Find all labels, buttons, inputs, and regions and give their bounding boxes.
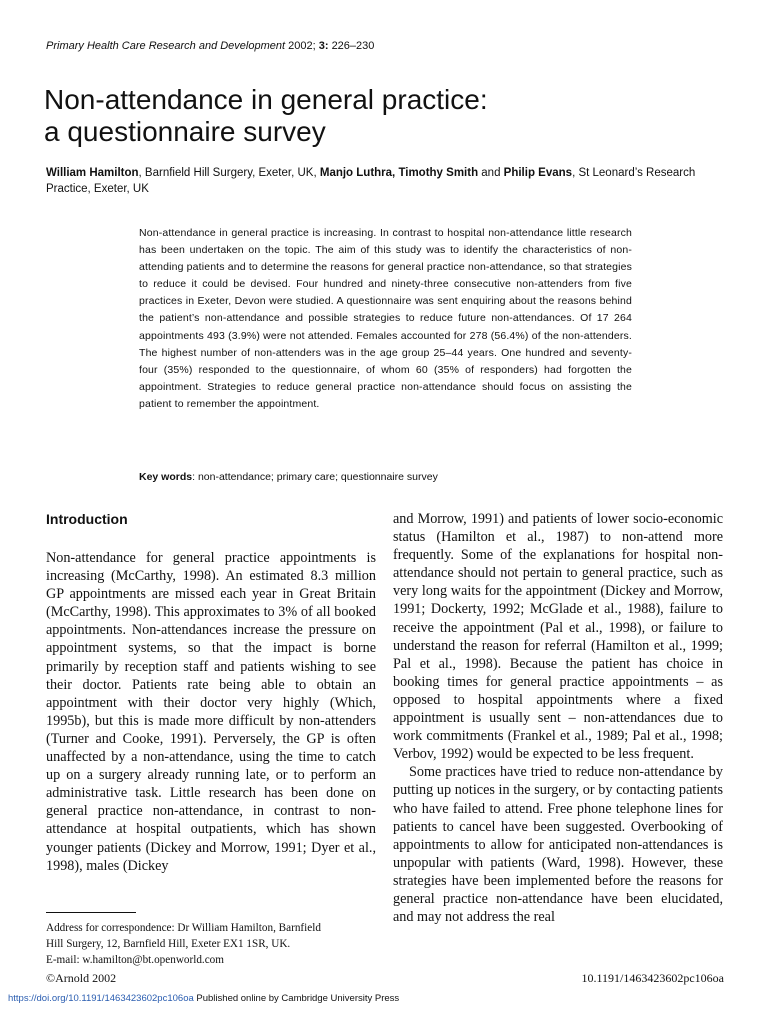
author-list [46, 165, 736, 197]
body-paragraph: Some practices have tried to reduce non-attendance by putting up notices in the surgery, or by contacting patients who have failed to attend. Free phone telephone lines for patients to cancel have been suggested. Overbooking of appointments to allow for anticipated non-attendances is unpopular with patients (Ward, 1998). However, these strategies have been implemented before the reasons for general practice non-attendance have been elucidated, and may not address the real [393, 764, 723, 926]
abstract: Non-attendance in general practice is increasing. In contrast to hospital non-attendance little research has been undertaken on the topic. The aim of this study was to identify the characteristics of non-attending patients and to determine the reasons for general practice non-attendance, so that strategies to reduce it could be devised. Four hundred and ninety-three consecutive non-attenders from five practices in Exeter, Devon were studied. A questionnaire was sent enquiring about the reasons behind the patient’s non-attendance and possible strategies to reduce future non-attendances. Of 17 264 appointments 493 (3.9%) were not attended. Females accounted for 278 (56.4%) of the non-attenders. The highest number of non-attenders was in the age group 25–44 years. One hundred and seventy-four (35%) responded to the questionnaire, of whom 60 (35% of responders) had forgotten the appointment. Strategies to reduce general practice non-attendance should focus on assisting the patient to remember the appointment. [139, 227, 632, 410]
author-affiliation: , St Leonard’s Research Practice, Exeter, UK [46, 167, 696, 195]
journal-header [46, 40, 374, 52]
journal-name: Primary Health Care Research and Development [46, 40, 286, 52]
publication-bar [8, 993, 399, 1005]
right-column [393, 510, 723, 926]
copyright-notice: ©Arnold 2002 [46, 971, 117, 985]
journal-volume: 3: [318, 40, 329, 52]
author-affiliation: , Barnfield Hill Surgery, Exeter, UK, [138, 167, 320, 179]
footnote-email: E-mail: w.hamilton@bt.openworld.com [46, 954, 224, 966]
article-title [44, 84, 724, 148]
body-paragraph: Non-attendance for general practice appointments is increasing (McCarthy, 1998). An estimated 8.3 million GP appointments are missed each year in Great Britain (McCarthy, 1998). This approximates to 3% of all booked appointments. Non-attendances increase the pressure on appointment systems, so that the impact is borne primarily by reception staff and patients wishing to see their doctor. Patients rate being able to obtain an appointment with their doctor very highly (Which, 1995b), but this is made more difficult by non-attenders (Turner and Cooke, 1991). Perversely, the GP is often unaffected by a non-attendance, using the time to catch up on a surgery already running late, or to perform an administrative task. Little research has been done on general practice non-attendance, in contrast to non-attendance at hospital outpatients, which has shown younger patients (Dickey and Morrow, 1991; Dyer et al., 1998), males (Dickey [46, 550, 376, 874]
footnote-line: Hill Surgery, 12, Barnfield Hill, Exeter EX1 1SR, UK. [46, 938, 291, 950]
correspondence-footnote [46, 920, 386, 968]
footnote-divider [46, 912, 136, 913]
author-name: Philip Evans [503, 167, 573, 179]
journal-pages: 226–230 [331, 40, 375, 52]
keywords-label: Key words [139, 471, 193, 483]
title-line-2: a questionnaire survey [44, 116, 326, 147]
keywords-text: : non-attendance; primary care; questionnaire survey [192, 471, 438, 483]
section-heading-introduction: Introduction [46, 511, 128, 527]
title-line-1: Non-attendance in general practice: [44, 84, 488, 115]
journal-year: 2002; [288, 40, 316, 52]
author-conjunction: and [478, 167, 504, 179]
author-name: William Hamilton [46, 167, 139, 179]
left-column [46, 510, 376, 875]
doi-link[interactable]: https://doi.org/10.1191/1463423602pc106oa [8, 993, 194, 1004]
author-name: Manjo Luthra, Timothy Smith [319, 167, 479, 179]
doi-code: 10.1191/1463423602pc106oa [581, 971, 724, 985]
keywords [139, 469, 632, 485]
footnote-line: Address for correspondence: Dr William Hamilton, Barnfield [46, 922, 321, 934]
body-paragraph: and Morrow, 1991) and patients of lower socio-economic status (Hamilton et al., 1987) to non-attend more frequently. Some of the explanations for hospital non-attendance should not pertain to general practice, such as very long waits for the appointment (Dickey and Morrow, 1991; Dockerty, 1992; McGlade et al., 1988), failure to receive the appointment (Pal et al., 1998), or failure to understand the reason for referral (Hamilton et al., 1999; Pal et al., 1998). Because the patient has choice in booking times for general practice appointments – as opposed to hospital appointments where a fixed appointment is usually sent – non-attendances due to work commitments (Frankel et al., 1989; Pal et al., 1998; Verbov, 1992) would be expected to be less frequent. [393, 511, 723, 763]
published-online-text: Published online by Cambridge University Press [193, 993, 400, 1004]
